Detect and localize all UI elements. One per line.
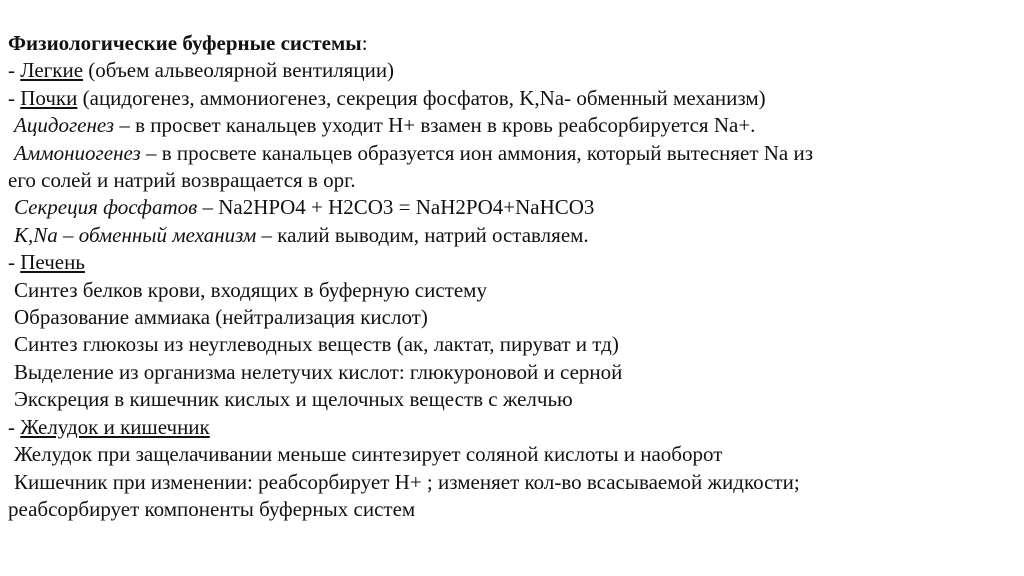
phosphate-text: Na2HPO4 + H2CO3 = NaH2PO4+NaHCO3: [213, 195, 595, 220]
intestine-line: Кишечник при изменении: реабсорбирует H+ ; изменяет кол-во всасываемой жидкости;: [14, 469, 800, 494]
liver-item: Образование аммиака (нейтрализация кислот): [14, 305, 428, 330]
phosphate-line: [8, 194, 1016, 221]
gi-dash: -: [8, 414, 21, 439]
kna-line: [8, 222, 1016, 249]
ammoniogenesis-term: Аммониогенез –: [14, 140, 157, 165]
kna-term: K,Na – обменный механизм –: [14, 222, 273, 247]
liver-item: Синтез белков крови, входящих в буферную систему: [14, 277, 487, 302]
gi-label: Желудок и кишечник: [20, 414, 210, 439]
slide-text-block: [8, 30, 1016, 523]
kidneys-text: (ацидогенез, аммониогенез, секреция фосфатов, K,Na- обменный механизм): [77, 85, 766, 110]
title-colon: :: [361, 31, 368, 55]
acidogenesis-text: в просвет канальцев уходит H+ взамен в кровь реабсорбируется Na+.: [129, 113, 756, 138]
slide-title: Физиологические буферные системы: [8, 31, 362, 55]
kidneys-dash: -: [8, 85, 21, 110]
acidogenesis-term: Ацидогенез –: [14, 113, 130, 138]
liver-dash: -: [8, 250, 21, 275]
heading-line: [8, 30, 1016, 57]
stomach-line: Желудок при защелачивании меньше синтезирует соляной кислоты и наоборот: [14, 442, 723, 467]
ammoniogenesis-continuation: его солей и натрий возвращается в орг.: [8, 168, 356, 193]
phosphate-term: Секреция фосфатов –: [14, 195, 213, 220]
gi-line: [8, 414, 1016, 441]
ammoniogenesis-line: [8, 140, 1016, 167]
kidneys-label: Почки: [20, 85, 78, 110]
liver-line: [8, 249, 1016, 276]
kna-text: калий выводим, натрий оставляем.: [272, 222, 589, 247]
lungs-label: Легкие: [20, 58, 84, 83]
kidneys-line: [8, 85, 1016, 112]
liver-item: Выделение из организма нелетучих кислот: глюкуроновой и серной: [14, 359, 623, 384]
lungs-line: [8, 57, 1016, 84]
acidogenesis-line: [8, 112, 1016, 139]
ammoniogenesis-text: в просвете канальцев образуется ион аммония, который вытесняет Na из: [156, 140, 814, 165]
lungs-dash: -: [8, 58, 21, 83]
intestine-continuation: реабсорбирует компоненты буферных систем: [8, 496, 416, 521]
liver-item: Синтез глюкозы из неуглеводных веществ (ак, лактат, пируват и тд): [14, 332, 619, 357]
liver-label: Печень: [20, 250, 85, 275]
liver-item: Экскреция в кишечник кислых и щелочных веществ с желчью: [14, 387, 573, 412]
lungs-text: (объем альвеолярной вентиляции): [83, 58, 395, 83]
